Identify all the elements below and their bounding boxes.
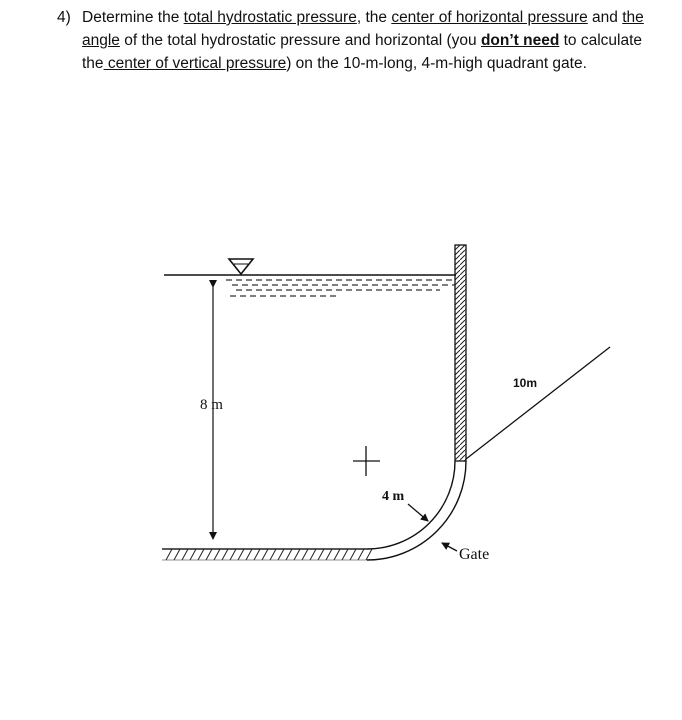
gate-label: Gate — [459, 546, 490, 563]
length-label: 10m — [513, 376, 538, 390]
question-part: , the — [356, 9, 392, 26]
question-part: center of horizontal pressure — [391, 9, 588, 26]
question-part: to calculate the — [82, 32, 643, 72]
question-part: and — [587, 9, 623, 26]
question-part: the angle — [82, 9, 644, 49]
center-mark — [353, 446, 380, 476]
gate-arrow — [442, 543, 457, 551]
question-part: center of vertical pressure — [103, 55, 287, 72]
radius-arrow — [408, 504, 428, 521]
question-part: Determine the — [82, 9, 184, 26]
question-part: don’t need — [480, 32, 560, 49]
question-part: ) on the 10-m-long, 4-m-high quadrant gate. — [286, 55, 587, 72]
question-part: total hydrostatic pressure — [183, 9, 357, 26]
quadrant-gate — [367, 461, 455, 549]
vertical-wall — [455, 245, 466, 461]
length-line — [466, 347, 610, 459]
question-part: of the total hydrostatic pressure and horizontal (you — [119, 32, 481, 49]
water-surface-dashes — [226, 280, 455, 296]
radius-label: 4 m — [382, 489, 405, 504]
question-number: 4) — [57, 9, 71, 26]
free-surface-triangle — [229, 259, 253, 274]
depth-label: 8 m — [200, 397, 223, 413]
